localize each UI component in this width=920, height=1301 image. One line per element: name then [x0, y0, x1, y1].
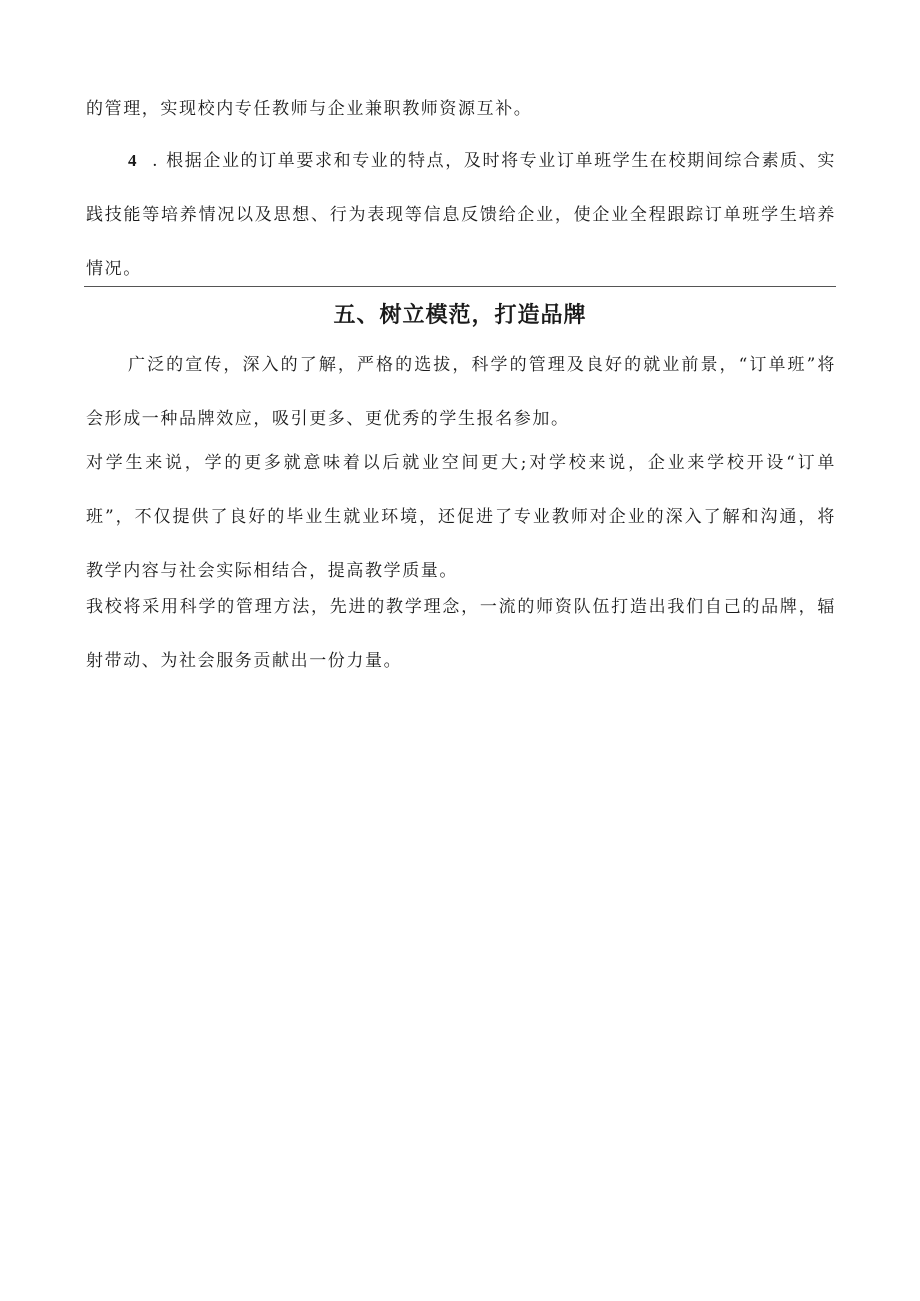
- section-divider: [84, 286, 836, 287]
- list-item-number: 4: [128, 151, 139, 170]
- list-item-text: . 根据企业的订单要求和专业的特点，及时将专业订单班学生在校期间综合素质、实践技能等培养情况以及思想、行为表现等信息反馈给企业，使企业全程跟踪订单班学生培养情况。: [86, 151, 836, 279]
- paragraph-brand-effect: 广泛的宣传，深入的了解，严格的选拔，科学的管理及良好的就业前景，“订单班”将会形成一种品牌效应，吸引更多、更优秀的学生报名参加。: [86, 355, 836, 429]
- paragraph-school-brand: 我校将采用科学的管理方法，先进的教学理念，一流的师资队伍打造出我们自己的品牌，辐射带动、为社会服务贡献出一份力量。: [86, 597, 836, 671]
- section-heading: 五、树立模范，打造品牌: [333, 303, 587, 328]
- list-item-4: [86, 134, 836, 296]
- paragraph-teacher-resources: 的管理，实现校内专任教师与企业兼职教师资源互补。: [86, 99, 533, 119]
- paragraph-benefits: 对学生来说，学的更多就意味着以后就业空间更大;对学校来说，企业来学校开设“订单班”，不仅提供了良好的毕业生就业环境，还促进了专业教师对企业的深入了解和沟通，将教学内容与社会实际相结合，提高教学质量。: [86, 453, 836, 581]
